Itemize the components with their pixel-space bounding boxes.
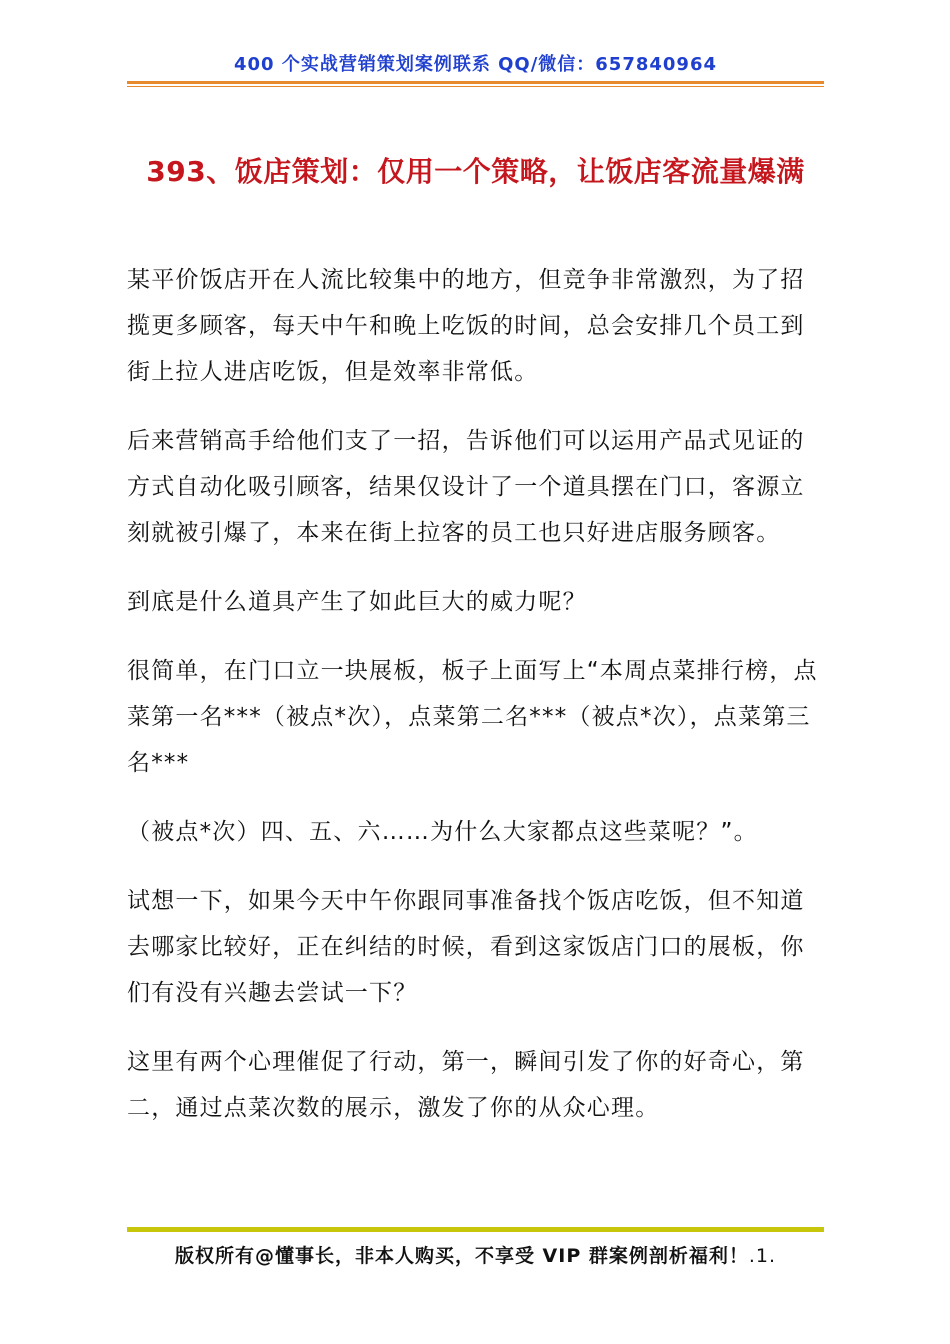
paragraph: （被点*次）四、五、六……为什么大家都点这些菜呢？”。 [127, 819, 758, 845]
paragraph: 这里有两个心理催促了行动，第一，瞬间引发了你的好奇心，第二，通过点菜次数的展示，激发了你的从众心理。 [127, 1049, 805, 1121]
copyright-notice: 版权所有@懂事长，非本人购买，不享受 VIP 群案例剖析福利！ [174, 1245, 749, 1267]
header-divider [127, 81, 824, 84]
paragraph: 到底是什么道具产生了如此巨大的威力呢？ [127, 589, 587, 615]
paragraph: 很简单，在门口立一块展板，板子上面写上“本周点菜排行榜，点菜第一名***（被点*次），点菜第二名***（被点*次），点菜第三名*** [127, 658, 818, 776]
page-header: 400 个实战营销策划案例联系 QQ/微信：657840964 [233, 54, 717, 75]
page-footer [127, 1242, 824, 1270]
article-title: 393、饭店策划：仅用一个策略，让饭店客流量爆满 [146, 155, 805, 188]
page-number: .1. [748, 1245, 777, 1267]
paragraph: 后来营销高手给他们支了一招，告诉他们可以运用产品式见证的方式自动化吸引顾客，结果仅设计了一个道具摆在门口，客源立刻就被引爆了，本来在街上拉客的员工也只好进店服务顾客。 [127, 428, 805, 546]
footer-divider [127, 1227, 824, 1232]
article-body [127, 257, 824, 1154]
paragraph: 试想一下，如果今天中午你跟同事准备找个饭店吃饭，但不知道去哪家比较好，正在纠结的时候，看到这家饭店门口的展板，你们有没有兴趣去尝试一下？ [127, 888, 805, 1006]
header-divider-thin [127, 86, 824, 87]
paragraph: 某平价饭店开在人流比较集中的地方，但竞争非常激烈，为了招揽更多顾客，每天中午和晚上吃饭的时间，总会安排几个员工到街上拉人进店吃饭，但是效率非常低。 [127, 267, 805, 385]
